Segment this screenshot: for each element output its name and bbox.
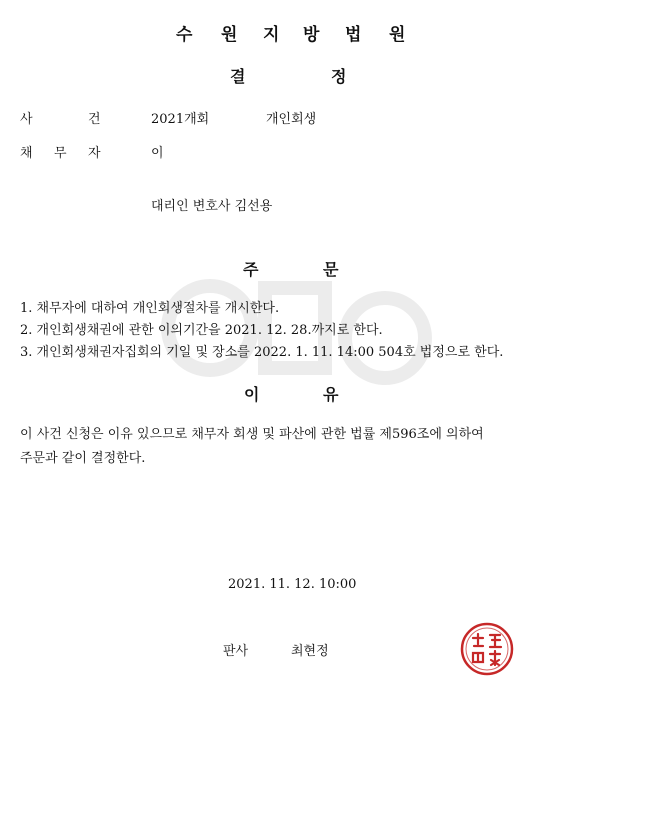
- debtor-name: 이: [151, 146, 164, 161]
- doc-type-left: 결: [230, 67, 246, 86]
- court-name-char: 법: [345, 25, 362, 45]
- court-name-char: 지: [263, 25, 280, 45]
- judge-title: 판사: [223, 644, 249, 659]
- reason-heading-right: 유: [323, 385, 339, 404]
- judge-seal-stamp: [458, 620, 516, 678]
- debtor-label-char: 채: [20, 146, 33, 161]
- debtor-label-char: 무: [54, 146, 67, 161]
- case-number: 2021개회: [151, 112, 210, 127]
- order-item: 3. 개인회생채권자집회의 기일 및 장소를 2022. 1. 11. 14:00 504호 법정으로 한다.: [20, 345, 504, 360]
- doc-type-right: 정: [331, 67, 347, 86]
- case-type: 개인회생: [266, 112, 317, 127]
- decision-date: 2021. 11. 12. 10:00: [228, 577, 357, 592]
- order-item: 2. 개인회생채권에 관한 이의기간을 2021. 12. 28.까지로 한다.: [20, 323, 383, 338]
- court-name-char: 수: [176, 25, 193, 45]
- debtor-agent: 대리인 변호사 김선용: [151, 199, 273, 214]
- debtor-label-char: 자: [88, 146, 101, 161]
- case-label-char: 건: [88, 112, 101, 127]
- order-item: 1. 채무자에 대하여 개인회생절차를 개시한다.: [20, 301, 280, 316]
- order-heading-right: 문: [323, 260, 339, 279]
- reason-heading-left: 이: [244, 385, 260, 404]
- court-name-char: 원: [221, 25, 238, 45]
- judge-name: 최현정: [291, 644, 329, 659]
- order-heading-left: 주: [243, 260, 259, 279]
- court-name-char: 원: [389, 25, 406, 45]
- reason-line: 주문과 같이 결정한다.: [20, 451, 146, 466]
- case-label-char: 사: [20, 112, 33, 127]
- reason-line: 이 사건 신청은 이유 있으므로 채무자 회생 및 파산에 관한 법률 제596조에 의하여: [20, 427, 484, 442]
- court-name-char: 방: [303, 25, 320, 45]
